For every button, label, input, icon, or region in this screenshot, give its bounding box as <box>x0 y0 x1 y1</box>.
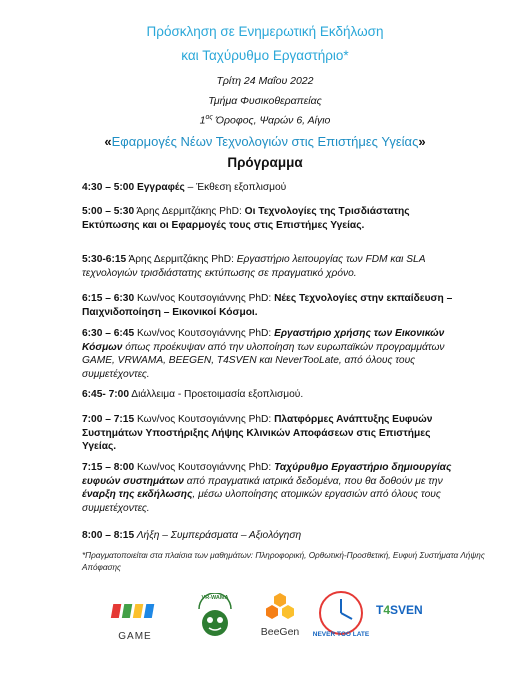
footnote: *Πραγματοποιείται στα πλαίσια των μαθημάτων: Πληροφορική, Ορθωτική-Προσθετική, Ευφυή Συστήματα Λήψης Απόφασης <box>82 551 485 572</box>
t4sven-logo: T4SVEN <box>376 603 423 617</box>
partner-logos <box>0 585 530 645</box>
event-date: Τρίτη 24 Μαΐου 2022 <box>216 75 314 87</box>
title-line-1: Πρόσκληση σε Ενημερωτική Εκδήλωση <box>146 24 384 39</box>
schedule-item: 8:00 – 8:15 Λήξη – Συμπεράσματα – Αξιολόγηση <box>82 530 302 541</box>
schedule-item: 6:30 – 6:45 Κων/νος Κουτσογιάννης PhD: Εργαστήριο χρήσης των Εικονικών Κόσμων όπως προέκυψαν από την υλοποίηση των ευρωπαϊκών προγραμμάτων GAME, VRWAMA, BEEGEN, T4SVEN και NeverTooLate, από όλους τους συμμετέχοντες. <box>82 328 445 380</box>
nevertoolate-logo: NEVER TOO LATE <box>310 589 372 645</box>
event-theme: «Εφαρμογές Νέων Τεχνολογιών στις Επιστήμες Υγείας» <box>104 134 426 149</box>
schedule-item: 5:00 – 5:30 Άρης Δερμιτζάκης PhD: Οι Τεχνολογίες της Τρισδιάστατης Εκτύπωσης και οι Εφαρμογές τους στις Επιστήμες Υγείας. <box>82 206 410 231</box>
program-title: Πρόγραμμα <box>227 155 303 170</box>
game-logo: GAME <box>110 600 160 640</box>
schedule-item: 6:15 – 6:30 Κων/νος Κουτσογιάννης PhD: Νέες Τεχνολογίες στην εκπαίδευση – Παιχνιδοποίηση – Εικονικοί Κόσμοι. <box>82 293 453 318</box>
schedule-item: 7:15 – 8:00 Κων/νος Κουτσογιάννης PhD: Ταχύρυθμο Εργαστήριο δημιουργίας ευφυών συστημάτων από πραγματικά ιατρικά δεδομένα, που θα δοθούν με την έναρξη της εκδήλωσης, μέσω υλοποίησης ατομικών εργασιών από όλους τους συμμετέχοντες. <box>82 462 452 514</box>
title-line-2: και Ταχύρυθμο Εργαστήριο* <box>181 48 349 63</box>
beegen-logo: BeeGen <box>255 591 305 641</box>
vrwama-logo: VR-WAMA <box>195 593 235 643</box>
address: $1^{o\varsigma}$ Όροφος, Ψαρών 6, Αίγιο <box>199 114 331 127</box>
schedule-item: 4:30 – 5:00 Εγγραφές – Έκθεση εξοπλισμού <box>82 182 287 193</box>
schedule-item: 7:00 – 7:15 Κων/νος Κουτσογιάννης PhD: Πλατφόρμες Ανάπτυξης Ευφυών Συστημάτων Υποστήριξης Λήψης Κλινικών Αποφάσεων στις Επιστήμες Υγείας. <box>82 414 433 452</box>
schedule-item: 6:45- 7:00 Διάλλειμα - Προετοιμασία εξοπλισμού. <box>82 389 304 400</box>
schedule-item: 5:30-6:15 Άρης Δερμιτζάκης PhD: Εργαστήριο λειτουργίας των FDM και SLA τεχνολογιών τρισδιάστατης εκτύπωσης σε πραγματικό χρόνο. <box>82 254 426 279</box>
department: Τμήμα Φυσικοθεραπείας <box>208 95 322 107</box>
